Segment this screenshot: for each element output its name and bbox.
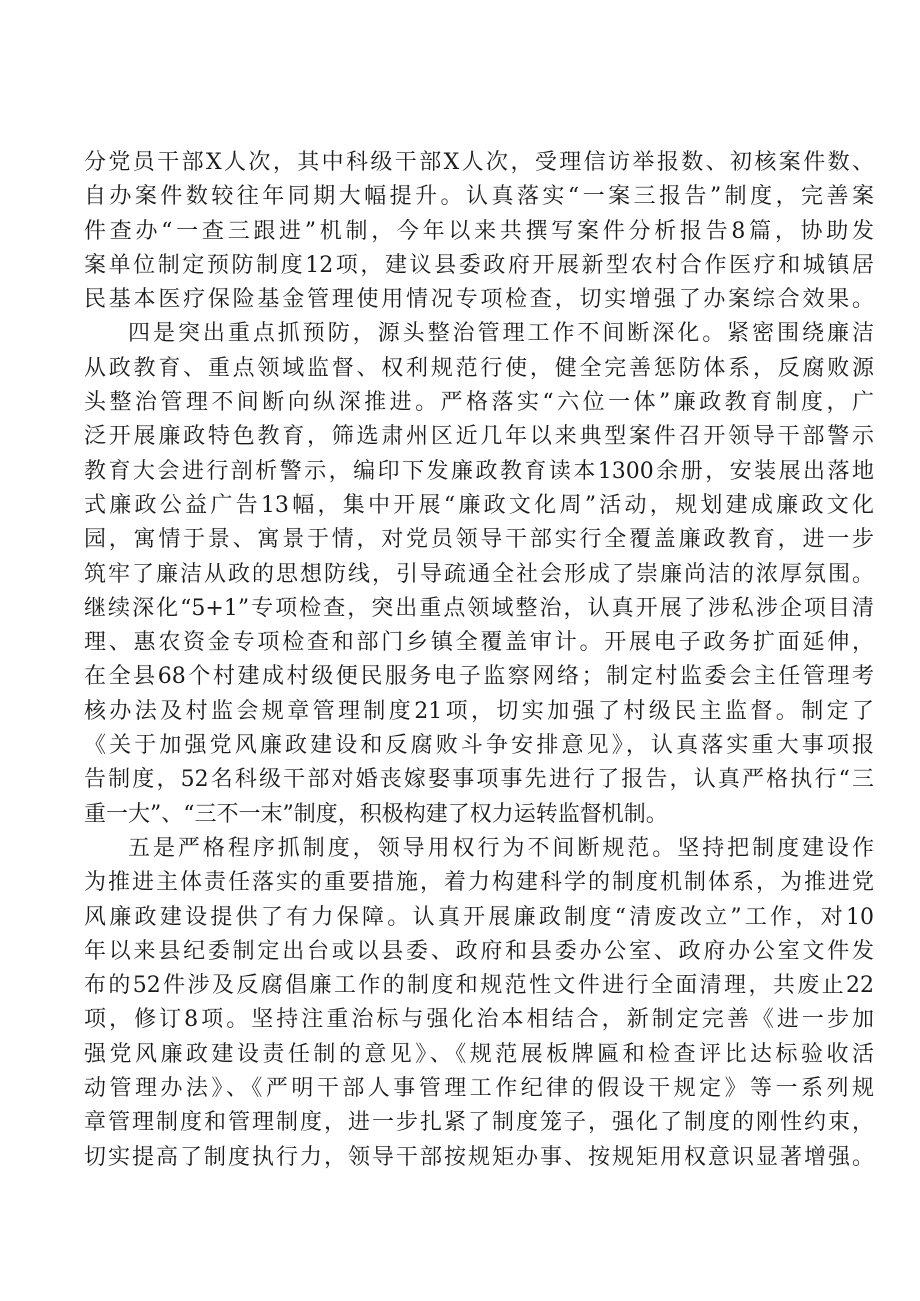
- paragraph-heading-line: 五是严格程序抓制度，领导用权行为不间断规范。坚持把制度建设作: [128, 835, 874, 861]
- text-line: 分党员干部X人次，其中科级干部X人次，受理信访举报数、初核案件数、: [84, 150, 874, 175]
- text-line: 民基本医疗保险基金管理使用情况专项检查，切实增强了办案综合效果。: [84, 287, 874, 313]
- text-line: 式廉政公益广告13幅，集中开展“廉政文化周”活动，规划建成廉政文化: [84, 492, 874, 518]
- text-line: 理、惠农资金专项检查和部门乡镇全覆盖审计。开展电子政务扩面延伸，: [84, 630, 874, 656]
- text-line: 继续深化“5+1”专项检查，突出重点领域整治，认真开展了涉私涉企项目清: [84, 595, 874, 621]
- text-line: 重一大”、“三不一末”制度，积极构建了权力运转监督机制。: [84, 801, 668, 827]
- text-line: 在全县68个村建成村级便民服务电子监察网络；制定村监委会主任管理考: [84, 664, 874, 690]
- text-line: 头整治管理不间断向纵深推进。严格落实“六位一体”廉政教育制度，广: [84, 390, 874, 416]
- text-line: 年以来县纪委制定出台或以县委、政府和县委办公室、政府办公室文件发: [84, 938, 874, 964]
- text-line: 案单位制定预防制度12项，建议县委政府开展新型农村合作医疗和城镇居: [84, 252, 874, 278]
- text-line: 章管理制度和管理制度，进一步扎紧了制度笼子，强化了制度的刚性约束，: [84, 1110, 874, 1136]
- text-line: 为推进主体责任落实的重要措施，着力构建科学的制度机制体系，为推进党: [84, 870, 874, 896]
- text-line: 风廉政建设提供了有力保障。认真开展廉政制度“清废改立”工作，对10: [84, 904, 874, 930]
- text-line: 项，修订8项。坚持注重治标与强化治本相结合，新制定完善《进一步加: [84, 1007, 874, 1033]
- text-line: 园，寓情于景、寓景于情，对党员领导干部实行全覆盖廉政教育，进一步: [84, 527, 874, 553]
- text-line: 从政教育、重点领域监督、权利规范行使，健全完善惩防体系，反腐败源: [84, 355, 874, 381]
- text-line: 筑牢了廉洁从政的思想防线，引导疏通全社会形成了崇廉尚洁的浓厚氛围。: [84, 561, 874, 587]
- paragraph-heading-line: 四是突出重点抓预防，源头整治管理工作不间断深化。紧密围绕廉洁: [128, 321, 874, 347]
- text-line: 强党风廉政建设责任制的意见》、《规范展板牌匾和检查评比达标验收活: [84, 1041, 874, 1067]
- text-line: 告制度，52名科级干部对婚丧嫁娶事项事先进行了报告，认真严格执行“三: [84, 767, 874, 793]
- text-line: 切实提高了制度执行力，领导干部按规矩办事、按规矩用权意识显著增强。: [84, 1144, 874, 1170]
- text-line: 教育大会进行剖析警示，编印下发廉政教育读本1300余册，安装展出落地: [84, 458, 874, 484]
- text-line: 泛开展廉政特色教育，筛选肃州区近几年以来典型案件召开领导干部警示: [84, 424, 874, 450]
- text-line: 布的52件涉及反腐倡廉工作的制度和规范性文件进行全面清理，共废止22: [84, 973, 874, 999]
- text-line: 核办法及村监会规章管理制度21项，切实加强了村级民主监督。制定了: [84, 698, 874, 724]
- text-line: 《关于加强党风廉政建设和反腐败斗争安排意见》，认真落实重大事项报: [84, 733, 874, 759]
- document-body: [84, 146, 874, 1175]
- text-line: 动管理办法》、《严明干部人事管理工作纪律的假设干规定》等一系列规: [84, 1076, 874, 1102]
- text-line: 件查办“一查三跟进”机制，今年以来共撰写案件分析报告8篇，协助发: [84, 218, 874, 244]
- text-line: 自办案件数较往年同期大幅提升。认真落实“一案三报告”制度，完善案: [84, 184, 874, 210]
